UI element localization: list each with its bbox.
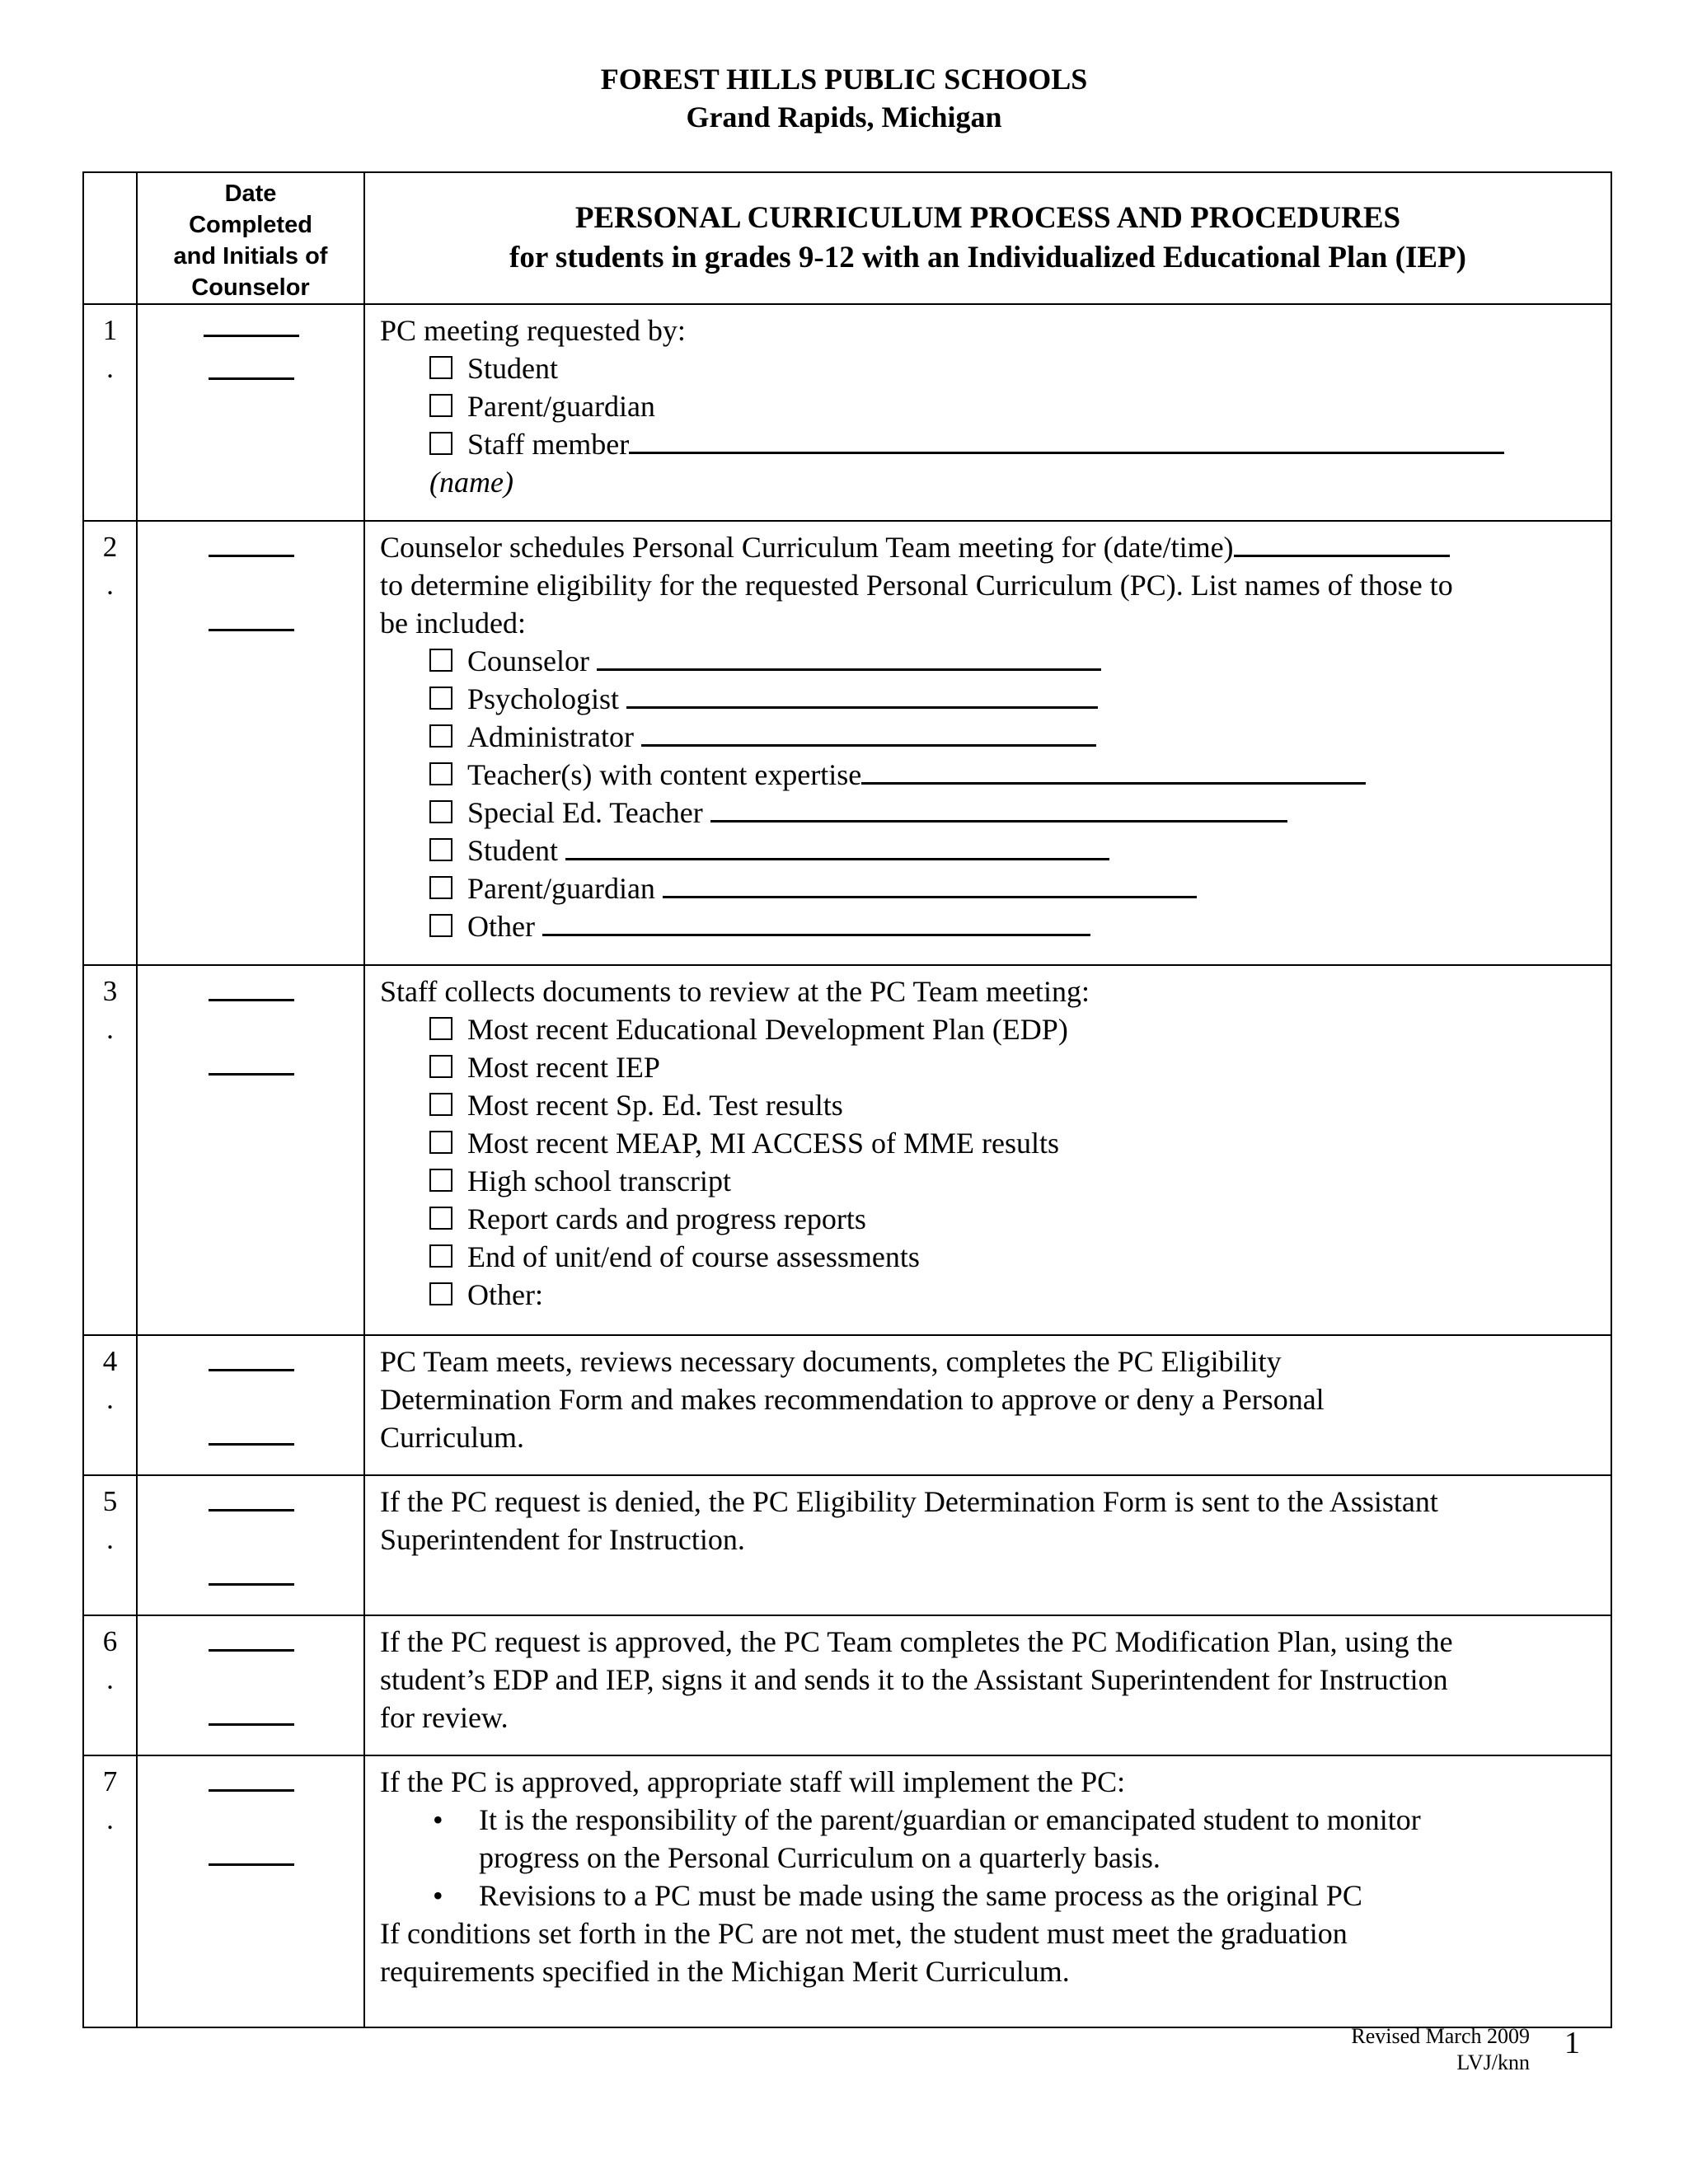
checkbox-item[interactable]: Administrator bbox=[380, 718, 1611, 756]
date-header-line: Date bbox=[224, 180, 277, 207]
checkbox-icon[interactable] bbox=[429, 1207, 452, 1230]
step-content bbox=[364, 1475, 1611, 1615]
step-content bbox=[364, 1615, 1611, 1755]
date-blank[interactable] bbox=[209, 1789, 294, 1792]
date-blank[interactable] bbox=[209, 999, 294, 1001]
name-fill-line[interactable] bbox=[629, 430, 1504, 454]
checkbox-icon[interactable] bbox=[429, 762, 452, 785]
checkbox-item[interactable]: Parent/guardian bbox=[380, 869, 1611, 907]
date-initials-cell bbox=[137, 521, 364, 965]
date-header-line: Counselor bbox=[191, 274, 310, 301]
checkbox-icon[interactable] bbox=[429, 1244, 452, 1268]
checkbox-item[interactable]: Most recent Sp. Ed. Test results bbox=[380, 1086, 1611, 1124]
step-row bbox=[83, 304, 1611, 521]
name-fill-line[interactable] bbox=[626, 685, 1098, 709]
checkbox-icon[interactable] bbox=[429, 394, 452, 417]
bullet-item: • Revisions to a PC must be made using the same process as the original PC bbox=[479, 1877, 1611, 1915]
step-row bbox=[83, 1475, 1611, 1615]
step-number: 3 . bbox=[83, 965, 137, 1335]
step-intro-line: Counselor schedules Personal Curriculum Team meeting for (date/time) bbox=[380, 528, 1611, 566]
page-number: 1 bbox=[1564, 2026, 1580, 2060]
school-location: Grand Rapids, Michigan bbox=[686, 101, 1002, 134]
checkbox-icon[interactable] bbox=[429, 724, 452, 748]
checkbox-icon[interactable] bbox=[429, 1169, 452, 1192]
checkbox-item[interactable]: Other: bbox=[380, 1276, 1611, 1314]
step-intro: If the PC is approved, appropriate staff will implement the PC: bbox=[380, 1765, 1126, 1798]
checkbox-icon[interactable] bbox=[429, 649, 452, 672]
bullet-icon: • bbox=[433, 1879, 443, 1912]
table-subtitle: for students in grades 9-12 with an Individualized Educational Plan (IEP) bbox=[509, 241, 1466, 274]
table-header-row bbox=[83, 172, 1611, 304]
step-text-line: PC Team meets, reviews necessary documents, completes the PC Eligibility bbox=[380, 1345, 1282, 1378]
checkbox-icon[interactable] bbox=[429, 432, 452, 455]
date-blank[interactable] bbox=[204, 335, 299, 337]
step-number: 7 . bbox=[83, 1755, 137, 2027]
step-text-line: If the PC request is approved, the PC Team completes the PC Modification Plan, using the bbox=[380, 1625, 1453, 1658]
date-column-header bbox=[137, 172, 364, 304]
initials-blank[interactable] bbox=[209, 1583, 294, 1586]
date-initials-cell bbox=[137, 1335, 364, 1475]
date-blank[interactable] bbox=[209, 1509, 294, 1511]
checkbox-item[interactable]: Student bbox=[380, 349, 1611, 387]
step-text-line: Determination Form and makes recommendation to approve or deny a Personal bbox=[380, 1383, 1325, 1416]
checkbox-item[interactable]: End of unit/end of course assessments bbox=[380, 1238, 1611, 1276]
step-text-line: for review. bbox=[380, 1701, 509, 1734]
name-note: (name) bbox=[429, 466, 513, 499]
step-row bbox=[83, 1335, 1611, 1475]
step-content bbox=[364, 304, 1611, 521]
name-fill-line[interactable] bbox=[663, 874, 1197, 898]
author-initials: LVJ/knn bbox=[1456, 2050, 1530, 2074]
step-row bbox=[83, 1615, 1611, 1755]
step-intro-line: be included: bbox=[380, 607, 526, 640]
name-fill-line[interactable] bbox=[861, 761, 1366, 785]
checkbox-item[interactable]: Other bbox=[380, 907, 1611, 945]
revision-footer bbox=[1351, 2023, 1530, 2076]
date-header-line: Completed bbox=[189, 212, 312, 238]
checkbox-item[interactable]: Student bbox=[380, 832, 1611, 869]
checkbox-icon[interactable] bbox=[429, 1093, 452, 1116]
revision-date: Revised March 2009 bbox=[1351, 2024, 1530, 2048]
initials-blank[interactable] bbox=[209, 1863, 294, 1866]
checkbox-item[interactable]: High school transcript bbox=[380, 1162, 1611, 1200]
step-text-line: Superintendent for Instruction. bbox=[380, 1523, 745, 1556]
name-fill-line[interactable] bbox=[641, 723, 1096, 747]
initials-blank[interactable] bbox=[209, 1073, 294, 1076]
header-blank-cell bbox=[83, 172, 137, 304]
checkbox-icon[interactable] bbox=[429, 356, 452, 379]
checkbox-icon[interactable] bbox=[429, 914, 452, 937]
step-number: 2 . bbox=[83, 521, 137, 965]
name-fill-line[interactable] bbox=[565, 837, 1109, 860]
step-number: 1 . bbox=[83, 304, 137, 521]
date-initials-cell bbox=[137, 1475, 364, 1615]
checkbox-item[interactable]: Report cards and progress reports bbox=[380, 1200, 1611, 1238]
step-intro: PC meeting requested by: bbox=[380, 314, 686, 347]
bullet-item: • It is the responsibility of the parent/guardian or emancipated student to monitor progress on the Personal Curriculum on a quarterly basis. bbox=[479, 1801, 1611, 1877]
step-text-line: If the PC request is denied, the PC Eligibility Determination Form is sent to the Assistant bbox=[380, 1485, 1438, 1518]
checkbox-item[interactable]: Counselor bbox=[380, 642, 1611, 680]
date-initials-cell bbox=[137, 304, 364, 521]
checkbox-icon[interactable] bbox=[429, 800, 452, 823]
procedure-table bbox=[82, 171, 1612, 2028]
table-title: PERSONAL CURRICULUM PROCESS AND PROCEDURES bbox=[574, 201, 1401, 235]
name-fill-line[interactable] bbox=[710, 799, 1287, 823]
step-text-line: Curriculum. bbox=[380, 1421, 524, 1454]
initials-blank[interactable] bbox=[209, 1723, 294, 1726]
school-name: FOREST HILLS PUBLIC SCHOOLS bbox=[600, 63, 1088, 96]
initials-blank[interactable] bbox=[209, 1443, 294, 1446]
bullet-list bbox=[380, 1801, 1611, 1915]
initials-blank[interactable] bbox=[209, 377, 294, 380]
datetime-fill-line[interactable] bbox=[1234, 533, 1450, 557]
checkbox-icon[interactable] bbox=[429, 1055, 452, 1078]
step-row bbox=[83, 521, 1611, 965]
bullet-icon: • bbox=[433, 1803, 443, 1836]
checkbox-icon[interactable] bbox=[429, 838, 452, 861]
step-text-line: requirements specified in the Michigan Merit Curriculum. bbox=[380, 1955, 1070, 1988]
checkbox-icon[interactable] bbox=[429, 1017, 452, 1040]
checkbox-item[interactable]: Most recent MEAP, MI ACCESS of MME results bbox=[380, 1124, 1611, 1162]
checkbox-icon[interactable] bbox=[429, 876, 452, 899]
step-content bbox=[364, 1755, 1611, 2027]
step-number: 6 . bbox=[83, 1615, 137, 1755]
checkbox-item[interactable]: Teacher(s) with content expertise bbox=[380, 756, 1611, 794]
table-title-cell bbox=[364, 172, 1611, 304]
checkbox-item[interactable]: Staff member bbox=[380, 425, 1611, 463]
date-initials-cell bbox=[137, 1615, 364, 1755]
checkbox-item[interactable]: Parent/guardian bbox=[380, 387, 1611, 425]
checkbox-icon[interactable] bbox=[429, 687, 452, 710]
name-fill-line[interactable] bbox=[597, 647, 1101, 671]
step-content bbox=[364, 521, 1611, 965]
date-initials-cell bbox=[137, 965, 364, 1335]
step-intro-line: to determine eligibility for the requested Personal Curriculum (PC). List names of those to bbox=[380, 569, 1453, 602]
checkbox-item[interactable]: Psychologist bbox=[380, 680, 1611, 718]
checkbox-icon[interactable] bbox=[429, 1131, 452, 1154]
step-content bbox=[364, 965, 1611, 1335]
step-text-line: student’s EDP and IEP, signs it and sends it to the Assistant Superintendent for Instruction bbox=[380, 1663, 1448, 1696]
step-content bbox=[364, 1335, 1611, 1475]
checkbox-item[interactable]: Special Ed. Teacher bbox=[380, 794, 1611, 832]
date-initials-cell bbox=[137, 1755, 364, 2027]
checkbox-item[interactable]: Most recent Educational Development Plan (EDP) bbox=[380, 1010, 1611, 1048]
step-number: 4 . bbox=[83, 1335, 137, 1475]
date-blank[interactable] bbox=[209, 555, 294, 557]
date-blank[interactable] bbox=[209, 1649, 294, 1652]
checkbox-icon[interactable] bbox=[429, 1282, 452, 1305]
step-intro: Staff collects documents to review at the PC Team meeting: bbox=[380, 975, 1090, 1008]
date-blank[interactable] bbox=[209, 1369, 294, 1371]
checkbox-item[interactable]: Most recent IEP bbox=[380, 1048, 1611, 1086]
date-header-line: and Initials of bbox=[173, 243, 328, 269]
initials-blank[interactable] bbox=[209, 629, 294, 631]
step-text-line: If conditions set forth in the PC are not met, the student must meet the graduation bbox=[380, 1917, 1348, 1950]
step-row bbox=[83, 965, 1611, 1335]
step-number: 5 . bbox=[83, 1475, 137, 1615]
step-row bbox=[83, 1755, 1611, 2027]
name-fill-line[interactable] bbox=[542, 912, 1090, 936]
